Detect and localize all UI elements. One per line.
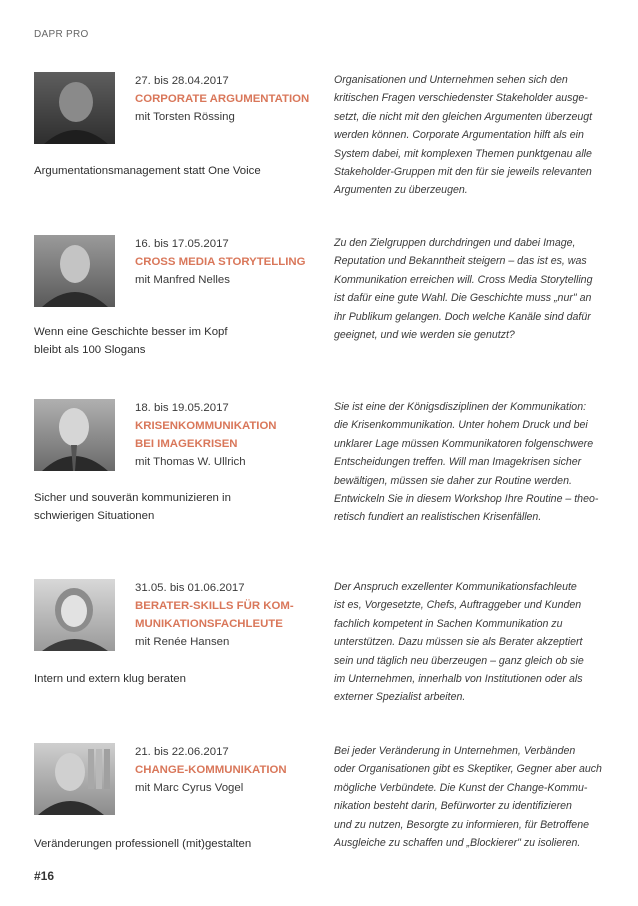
seminar-date: 16. bis 17.05.2017 [135,238,229,250]
seminar-tagline: Argumentationsmanagement statt One Voice [34,165,261,177]
speaker-photo [34,72,115,144]
seminar-date: 18. bis 19.05.2017 [135,402,229,414]
seminar-speaker: mit Renée Hansen [135,636,230,648]
seminar-description: Zu den Zielgruppen durchdringen und dabei Image, Reputation und Bekanntheit steigern – das ist es, was Kommunikation erreichen will. Cross Media Storytelling ist dafür eine gute Wahl. Die Geschichte muss „nur" an ihr Publikum gelangen. Doch welche Kanäle sind dafür geeignet, und wie werden sie genutzt? [334,237,593,342]
seminar-tagline: Wenn eine Geschichte besser im Kopf bleibt als 100 Slogans [34,326,228,356]
seminar-title: KRISENKOMMUNIKATION BEI IMAGEKRISEN [135,420,277,450]
seminar-description: Sie ist eine der Königsdisziplinen der Kommunikation: die Krisenkommunikation. Unter hohem Druck und bei unklarer Lage müssen Kommunikatoren folgenschwere Entscheidungen treffen. Will man Imagekrisen sicher bewältigen, müssen sie daher zur Routine werden. Entwickeln Sie in diesem Workshop Ihre Routine – theo- retisch fundiert an realistischen Krisenfällen. [334,401,599,524]
seminar-title: BERATER-SKILLS FÜR KOM- MUNIKATIONSFACHLEUTE [135,600,294,630]
seminar-tagline: Sicher und souverän kommunizieren in schwierigen Situationen [34,492,231,522]
speaker-photo [34,579,115,651]
seminar-description: Organisationen und Unternehmen sehen sich den kritischen Fragen verschiedenster Stakeholder ausge- setzt, die nicht mit den gleichen Argumenten überzeugt werden können. Corporate Argumentation hilft als ein System dabei, mit komplexen Themen punktgenau alle Stakeholder-Gruppen mit den für sie jeweils relevanten Argumenten zu überzeugen. [334,74,593,197]
seminar-date: 27. bis 28.04.2017 [135,75,229,87]
seminar-description: Bei jeder Veränderung in Unternehmen, Verbänden oder Organisationen gibt es Skeptiker, Gegner aber auch mögliche Verbündete. Die Kunst der Change-Kommu- nikation besteht darin, Befürworter zu identifizieren und zu nutzen, Besorgte zu informieren, für Betroffene Ausgleiche zu schaffen und „Blockierer" zu isolieren. [334,745,602,850]
seminar-speaker: mit Thomas W. Ullrich [135,456,246,468]
seminar-title: CHANGE-KOMMUNIKATION [135,764,287,776]
seminar-description: Der Anspruch exzellenter Kommunikationsfachleute ist es, Vorgesetzte, Chefs, Auftraggeber und Kunden fachlich kompetent in Sachen Kommunikation zu unterstützen. Dazu müssen sie als Berater akzeptiert sein und täglich neu überzeugen – ganz gleich ob sie im Unternehmen, innerhalb von Institutionen oder als externer Spezialist arbeiten. [334,581,584,704]
seminar-speaker: mit Marc Cyrus Vogel [135,782,244,794]
seminar-speaker: mit Manfred Nelles [135,274,230,286]
seminar-speaker: mit Torsten Rössing [135,111,235,123]
speaker-photo [34,235,115,307]
seminar-date: 31.05. bis 01.06.2017 [135,582,245,594]
seminar-tagline: Intern und extern klug beraten [34,673,186,685]
publication-header: DAPR PRO [34,29,89,40]
seminar-date: 21. bis 22.06.2017 [135,746,229,758]
page-number: #16 [34,869,55,883]
speaker-photo [34,399,115,471]
seminar-title: CORPORATE ARGUMENTATION [135,93,310,105]
seminar-title: CROSS MEDIA STORYTELLING [135,256,306,268]
seminar-tagline: Veränderungen professionell (mit)gestalten [34,838,252,850]
speaker-photo [34,743,115,815]
